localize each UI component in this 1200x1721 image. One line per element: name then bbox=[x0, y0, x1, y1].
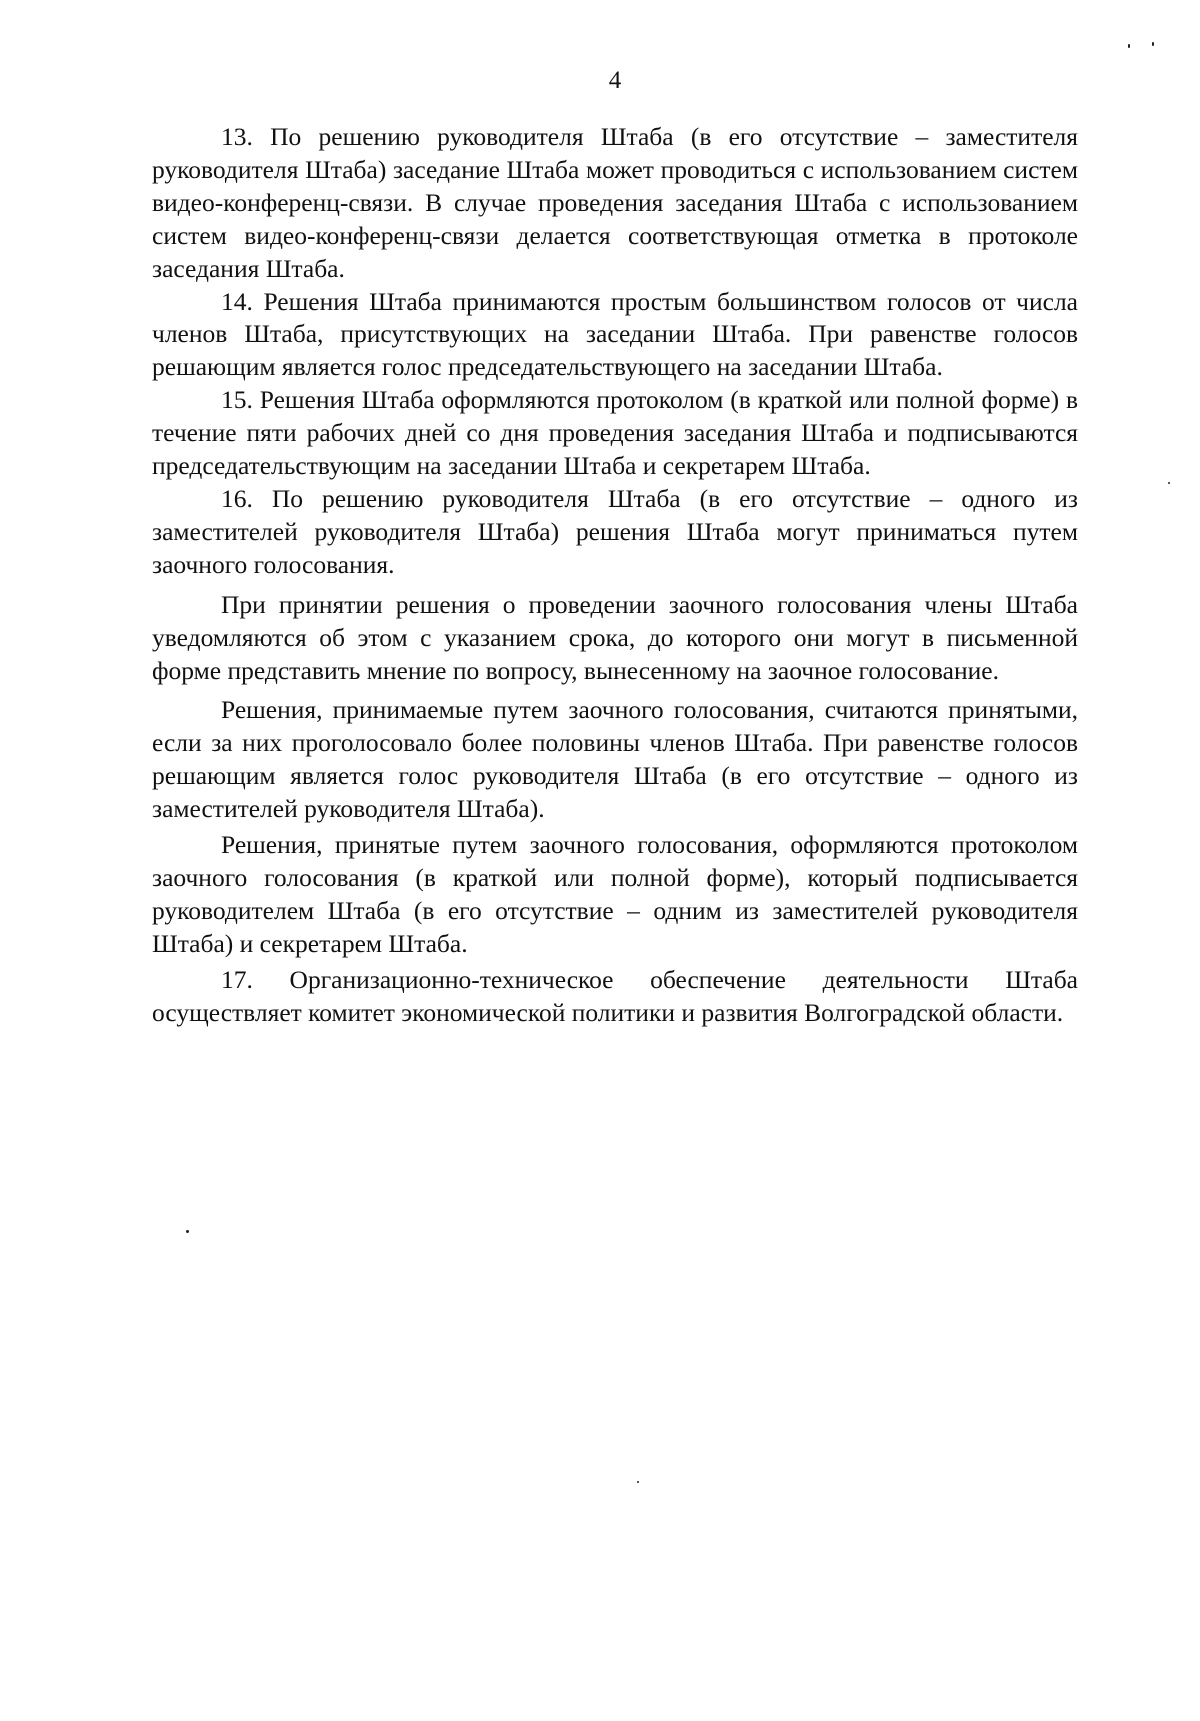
scan-speck bbox=[186, 1230, 189, 1233]
paragraph-16-protocol: Решения, принятые путем заочного голосования, оформляются протоколом заочного голосования (в краткой или полной форме), который подписывается руководителем Штаба (в его отсутствие – одним из заместителей руководителя Штаба) и секретарем Штаба. bbox=[152, 830, 1078, 958]
paragraph-16: 16. По решению руководителя Штаба (в его отсутствие – одного из заместителей руководителя Штаба) решения Штаба могут приниматься путем заочного голосования. bbox=[152, 483, 1078, 579]
paragraph-15: 15. Решения Штаба оформляются протоколом (в краткой или полной форме) в течение пяти рабочих дней со дня проведения заседания Штаба и подписываются председательствующим на заседании Штаба и секретарем Штаба. bbox=[152, 385, 1078, 481]
paragraph-14: 14. Решения Штаба принимаются простым большинством голосов от числа членов Штаба, присутствующих на заседании Штаба. При равенстве голосов решающим является голос председательствующего на заседании Штаба. bbox=[152, 286, 1078, 382]
page-number: 4 bbox=[608, 67, 622, 94]
paragraph-16-notification: При принятии решения о проведении заочного голосования члены Штаба уведомляются об этом с указанием срока, до которого они могут в письменной форме представить мнение по вопросу, вынесенному на заочное голосование. bbox=[152, 589, 1078, 685]
document-body bbox=[152, 121, 1078, 1029]
paragraph-13: 13. По решению руководителя Штаба (в его отсутствие – заместителя руководителя Штаба) заседание Штаба может проводиться с использованием систем видео-конференц-связи. В случае проведения заседания Штаба с использованием систем видео-конференц-связи делается соответствующая отметка в протоколе заседания Штаба. bbox=[152, 122, 1078, 283]
paragraph-16-adoption: Решения, принимаемые путем заочного голосования, считаются принятыми, если за них проголосовало более половины членов Штаба. При равенстве голосов решающим является голос руководителя Штаба (в его отсутствие – одного из заместителей руководителя Штаба). bbox=[152, 695, 1078, 824]
scan-speck bbox=[637, 1481, 639, 1483]
scan-speck bbox=[1168, 482, 1170, 484]
paragraph-17: 17. Организационно-техническое обеспечение деятельности Штаба осуществляет комитет экономической политики и развития Волгоградской области. bbox=[152, 964, 1078, 1027]
scan-speck bbox=[1152, 42, 1154, 46]
scan-speck bbox=[1128, 44, 1130, 48]
